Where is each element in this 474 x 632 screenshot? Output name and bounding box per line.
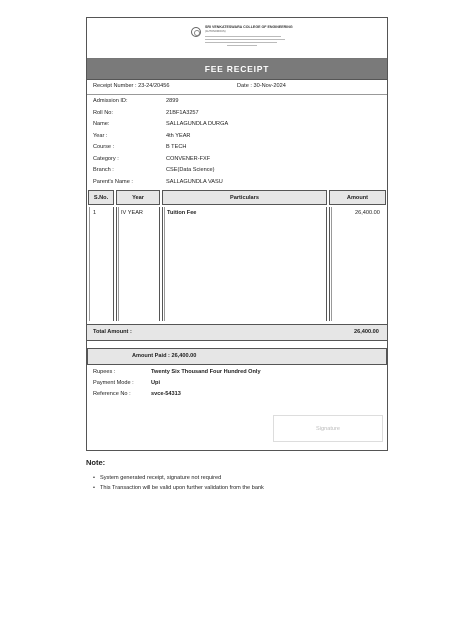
student-details: [87, 95, 387, 190]
detail-value: CSE(Data Science): [166, 167, 215, 173]
detail-label: Admission ID:: [93, 98, 128, 104]
table-cell-year: IV YEAR: [121, 210, 143, 216]
payment-label: Rupees :: [93, 369, 116, 375]
detail-value: B TECH: [166, 144, 187, 150]
detail-value: 2899: [166, 98, 179, 104]
table-cell-sno: 1: [93, 210, 97, 216]
detail-value: CONVENER-FXF: [166, 155, 211, 162]
detail-label: Parent's Name :: [93, 178, 133, 185]
fee-table: [87, 188, 387, 337]
table-cell-particulars: Tuition Fee: [167, 210, 197, 216]
total-value: 26,400.00: [354, 329, 379, 335]
payment-value: Twenty Six Thousand Four Hundred Only: [151, 369, 261, 375]
payment-value: svce-54313: [151, 391, 181, 397]
note-item: • This Transaction will be valid upon further validation from the bank: [100, 485, 264, 491]
payment-label: Payment Mode :: [93, 380, 134, 386]
column-header-year: Year: [116, 190, 160, 205]
address-line: [205, 36, 281, 37]
detail-value: 4th YEAR: [166, 132, 191, 139]
receipt-header: [87, 18, 387, 59]
amount-paid: [87, 348, 387, 365]
fee-receipt: [86, 17, 388, 451]
receipt-date: Date : 30-Nov-2024: [237, 83, 286, 89]
column-amount: [329, 207, 386, 321]
detail-label: Category :: [93, 155, 119, 162]
college-logo-icon: [191, 27, 201, 37]
note-item: • System generated receipt, signature not required: [100, 475, 221, 481]
address-line: [227, 45, 257, 46]
detail-value: SALLAGUNDLA DURGA: [166, 121, 229, 127]
college-name: SRI VENKATESWARA COLLEGE OF ENGINEERING: [205, 25, 293, 29]
address-line: [205, 39, 285, 40]
detail-label: Branch :: [93, 167, 114, 173]
column-header-particulars: Particulars: [162, 190, 327, 205]
detail-value: SALLAGUNDLA VASU: [166, 178, 223, 185]
column-particulars: [162, 207, 327, 321]
amount-paid-text: Amount Paid : 26,400.00: [132, 353, 197, 359]
signature-box: Signature: [273, 415, 383, 442]
payment-label: Reference No :: [93, 391, 131, 397]
table-cell-amount: 26,400.00: [355, 210, 380, 216]
detail-label: Course :: [93, 144, 115, 150]
column-header-amount: Amount: [329, 190, 386, 205]
column-sno: [88, 207, 114, 321]
receipt-number-row: [87, 80, 387, 95]
detail-value: 21BF1A3257: [166, 109, 199, 116]
note-heading: Note:: [86, 458, 106, 467]
address-line: [205, 42, 277, 43]
detail-label: Year :: [93, 132, 108, 139]
receipt-title: FEE RECEIPT: [87, 59, 387, 80]
total-label: Total Amount :: [93, 329, 132, 335]
receipt-number: Receipt Number : 23-24/20456: [93, 83, 170, 89]
detail-label: Name:: [93, 121, 110, 127]
column-header-sno: S.No.: [88, 190, 114, 205]
total-row: [87, 324, 387, 341]
payment-value: Upi: [151, 380, 161, 386]
college-subtitle: (AUTONOMOUS): [205, 30, 226, 33]
column-year: [116, 207, 160, 321]
detail-label: Roll No:: [93, 109, 113, 116]
